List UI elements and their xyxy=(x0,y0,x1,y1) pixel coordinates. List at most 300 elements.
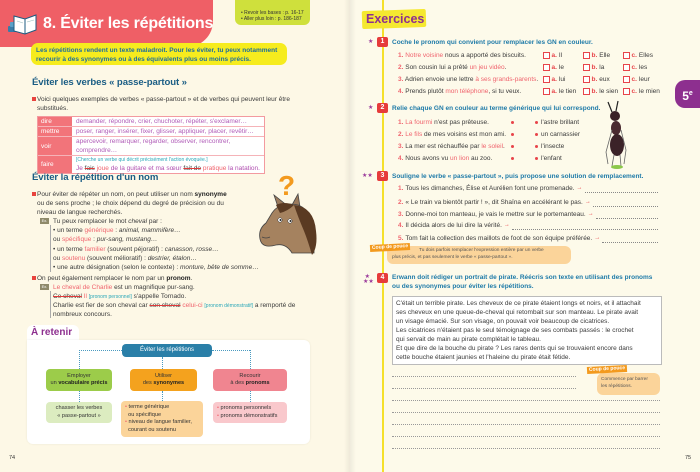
text-segment: destrier, étalon… xyxy=(147,255,197,262)
verb-cell: dire xyxy=(38,117,72,126)
margin-line xyxy=(382,0,384,472)
node-line xyxy=(239,373,260,381)
text-segment: Charlie est fier de son cheval car xyxy=(53,302,150,309)
text-segment: [pronom démonstratif] xyxy=(204,303,254,309)
text-segment: ou spécifique xyxy=(125,411,162,418)
text-segment: fais xyxy=(84,165,95,172)
option-letter: b. xyxy=(591,76,598,83)
tip-line: les répétitions. xyxy=(601,384,632,389)
node-line xyxy=(155,373,172,381)
option-letter: c. xyxy=(631,76,637,83)
item-text xyxy=(405,119,489,126)
connector xyxy=(79,391,80,402)
text-segment: • xyxy=(125,419,129,425)
text-segment: pur-sang, mustang… xyxy=(96,236,158,243)
option-value: la xyxy=(599,64,605,71)
arrow-icon: → xyxy=(584,199,591,205)
checkbox[interactable] xyxy=(623,64,630,71)
mindmap-root: Éviter les répétitions xyxy=(122,344,212,357)
checkbox[interactable] xyxy=(543,88,550,95)
option-letter: c. xyxy=(631,88,637,95)
mindmap-detail-vocabulaire xyxy=(46,402,112,423)
answer-option[interactable] xyxy=(623,75,650,84)
svg-text:?: ? xyxy=(278,170,296,201)
node-line xyxy=(230,380,269,388)
text-segment: On peut également remplacer le nom par un xyxy=(37,275,167,282)
item-text xyxy=(405,143,505,150)
text-segment: de mes voisins est mon ami. xyxy=(422,131,507,138)
intro-line: recourir à des synonymes ou à des équivalents plus ou moins précis. xyxy=(36,56,251,63)
generic-term: l'astre brillant xyxy=(541,119,580,126)
table-row xyxy=(38,127,264,137)
example-line xyxy=(53,245,219,254)
text-segment: vocabulaire précis xyxy=(58,380,108,386)
text-segment: un jeu vidéo xyxy=(469,64,505,71)
paragraph-line: substitués. xyxy=(37,105,69,112)
table-row xyxy=(38,137,264,156)
text-segment: n'est pas prêteuse. xyxy=(432,119,489,126)
cross-references xyxy=(235,0,310,25)
retenir-title: À retenir xyxy=(31,327,73,338)
text-segment: spécifique xyxy=(62,236,92,243)
answer-line[interactable] xyxy=(392,448,660,449)
option-letter: a. xyxy=(551,64,557,71)
connector xyxy=(250,391,251,402)
pirate-text-line: Et que dire de la bouche du pirate ? Les rares dents qui se trouvaient encore dans xyxy=(396,345,633,352)
arrow-icon: → xyxy=(594,235,601,241)
paragraph-line xyxy=(37,208,122,217)
text-segment: un lion xyxy=(450,155,470,162)
item-text: Tom fait la collection des maillots de foot de son équipe préférée. xyxy=(405,235,593,242)
exercise-item xyxy=(398,198,658,207)
node-line xyxy=(125,412,161,420)
exercise-item xyxy=(398,154,492,163)
text-segment: . xyxy=(536,76,539,83)
option-value: Il xyxy=(558,52,563,59)
link-dot-left[interactable] xyxy=(511,121,514,124)
text-segment: canasson, rosse… xyxy=(164,246,219,253)
text-segment: La mer est réchauffée par xyxy=(405,143,482,150)
text-segment: niveau de langue familier, xyxy=(128,419,192,425)
answer-option[interactable] xyxy=(583,63,604,72)
link-dot-left[interactable] xyxy=(511,157,514,160)
verb-cell: faire xyxy=(38,156,72,173)
item-number: 3. xyxy=(398,76,404,83)
connector xyxy=(162,391,163,401)
substitutes-cell: poser, ranger, insérer, fixer, glisser, appliquer, placer, revêtir… xyxy=(76,128,254,135)
arrow-icon: → xyxy=(576,185,583,191)
item-number: 4. xyxy=(398,155,404,162)
item-text: Il décida alors de lui dire la vérité. xyxy=(405,222,502,229)
answer-line[interactable] xyxy=(392,388,576,389)
text-segment: La fourmi xyxy=(405,119,433,126)
text-segment: cheval xyxy=(128,218,148,225)
text-segment: (souvent mélioratif) : xyxy=(85,255,148,262)
text-segment: • xyxy=(217,405,221,411)
chapter-header xyxy=(0,0,213,47)
answer-option[interactable] xyxy=(583,75,610,84)
option-letter: c. xyxy=(631,52,637,59)
pirate-text-line: qui servait de main au pirate complétait le tableau. xyxy=(396,336,541,343)
text-segment: Nous avons vu xyxy=(405,155,451,162)
answer-line[interactable] xyxy=(596,212,658,219)
text-segment: Je xyxy=(76,165,85,172)
verb-cell: mettre xyxy=(38,127,72,136)
exercise-item xyxy=(398,51,526,60)
text-segment: niveau de langue recherchés. xyxy=(37,209,123,216)
difficulty-star-icon: ★ ★★ xyxy=(363,274,374,285)
arrow-icon: → xyxy=(587,211,594,217)
text-segment: pronoms démonstratifs xyxy=(220,412,278,419)
text-segment: Le fils xyxy=(405,131,423,138)
exercise-instruction: ou des synonymes pour éviter les répétitions. xyxy=(392,283,534,290)
node-line xyxy=(67,373,91,381)
checkbox[interactable] xyxy=(583,88,590,95)
text-segment: Le cheval de Charlie xyxy=(53,284,113,291)
text-segment: Il xyxy=(83,293,87,300)
text-segment: pratique xyxy=(202,165,227,172)
checkbox[interactable] xyxy=(623,88,630,95)
item-number: 3. xyxy=(398,143,404,150)
connector xyxy=(212,350,250,351)
checkbox[interactable] xyxy=(543,52,550,59)
connector xyxy=(79,350,80,369)
node-line xyxy=(125,404,169,412)
option-letter: b. xyxy=(591,88,598,95)
answer-line[interactable] xyxy=(593,200,658,207)
item-text: Tous les dimanches, Élise et Aurélien font une promenade. xyxy=(405,185,575,192)
checkbox[interactable] xyxy=(543,76,550,83)
item-text xyxy=(405,88,521,95)
text-segment: des xyxy=(142,380,154,386)
exercise-number: 1 xyxy=(377,37,388,47)
substitutes-cell: demander, répondre, crier, chuchoter, répéter, s'exclamer… xyxy=(76,118,248,125)
answer-option[interactable] xyxy=(543,87,576,96)
text-segment: ou xyxy=(53,236,63,243)
text-segment: par : xyxy=(147,218,162,225)
node-line xyxy=(56,405,103,413)
exercise-number: 4 xyxy=(377,273,388,283)
text-segment: , si tu veux. xyxy=(488,88,522,95)
answer-line[interactable] xyxy=(392,436,660,437)
bullet-icon xyxy=(32,192,36,196)
option-letter: b. xyxy=(591,52,598,59)
option-letter: a. xyxy=(551,76,557,83)
text-segment: animal, mammifère… xyxy=(118,227,181,234)
tip-label: Coup de pouce xyxy=(370,243,410,252)
text-segment: un xyxy=(50,380,59,386)
exercise-instruction: Coche le pronom qui convient pour remplacer les GN en couleur. xyxy=(392,39,593,46)
exercise-item xyxy=(398,184,658,193)
item-number: 2. xyxy=(398,64,404,71)
text-segment: Ce cheval xyxy=(53,293,82,300)
answer-option[interactable] xyxy=(583,87,618,96)
paragraph-line xyxy=(37,190,227,199)
option-letter: c. xyxy=(631,64,637,71)
text-segment: au zoo. xyxy=(469,155,493,162)
text-segment: Son cousin lui a prêté xyxy=(405,64,470,71)
exercices-title: Exercices xyxy=(366,12,425,26)
item-number: 1. xyxy=(398,185,404,192)
mindmap-detail-pronoms xyxy=(213,402,287,423)
item-number: 4. xyxy=(398,222,404,229)
tip-box xyxy=(597,373,660,395)
text-segment: Recourir xyxy=(239,372,261,379)
node-line xyxy=(125,419,192,427)
option-value: le mien xyxy=(638,88,660,95)
tip-label: Coup de pouce xyxy=(587,365,627,374)
link-dot-left[interactable] xyxy=(511,145,514,148)
answer-line[interactable] xyxy=(392,424,660,425)
text-segment: ou xyxy=(53,255,63,262)
text-segment: nombreux concours. xyxy=(53,311,112,318)
node-line xyxy=(143,380,184,388)
text-segment: Prends plutôt xyxy=(405,88,446,95)
text-segment: pronoms personnels xyxy=(220,405,272,411)
answer-line[interactable] xyxy=(512,223,658,230)
pirate-text-line: ses cheveux en une queue-de-cheval qui retombait sur son manteau. Le pirate avait xyxy=(396,309,639,316)
table-row xyxy=(38,156,264,173)
option-value: Elle xyxy=(599,52,611,59)
exercise-number: 2 xyxy=(377,103,388,113)
exercise-item xyxy=(398,63,506,72)
exercise-instruction: Erwann doit rédiger un portrait de pirate. Réécris son texte en utilisant des pronoms xyxy=(392,274,653,281)
text-segment: terme générique xyxy=(128,404,170,410)
answer-option[interactable] xyxy=(543,75,565,84)
paragraph-line xyxy=(37,274,192,283)
option-value: le sien xyxy=(599,88,619,95)
link-dot-right[interactable] xyxy=(535,157,538,160)
mindmap-detail-synonymes xyxy=(121,401,203,437)
answer-line[interactable] xyxy=(392,412,660,413)
text-segment: joue xyxy=(96,165,109,172)
text-segment: • xyxy=(217,412,221,419)
ref-plus-loin[interactable]: • Aller plus loin : p. 186-187 xyxy=(241,16,302,22)
exercise-item xyxy=(398,75,538,84)
text-segment: la natation. xyxy=(226,165,260,172)
item-text xyxy=(405,52,526,59)
exercise-item xyxy=(398,234,658,243)
checkbox[interactable] xyxy=(583,76,590,83)
example-line xyxy=(53,263,259,272)
generic-term: l'insecte xyxy=(541,143,565,150)
answer-option[interactable] xyxy=(543,63,564,72)
answer-line[interactable] xyxy=(602,236,658,243)
checkbox[interactable] xyxy=(623,76,630,83)
arrow-icon: → xyxy=(503,222,510,228)
answer-line[interactable] xyxy=(392,376,576,377)
text-segment: à des xyxy=(230,380,246,386)
text-segment: • un terme xyxy=(53,246,85,253)
connector xyxy=(79,350,122,351)
tip-line: Commence par barrer xyxy=(601,377,648,382)
text-segment: générique xyxy=(84,227,114,234)
exercise-item xyxy=(398,221,658,230)
tip-box xyxy=(387,246,571,264)
link-dot-right[interactable] xyxy=(535,145,538,148)
answer-option[interactable] xyxy=(623,63,647,72)
hint-text: [Cherche un verbe qui décrit précisément l'action évoquée.] xyxy=(76,157,208,163)
item-number: 5. xyxy=(398,235,404,242)
text-segment: familier xyxy=(84,246,106,253)
example-line xyxy=(53,283,195,292)
section-heading-nom: Éviter la répétition d'un nom xyxy=(32,172,159,183)
item-number: 1. xyxy=(398,119,404,126)
item-text xyxy=(405,131,506,138)
paragraph-line: Voici quelques exemples de verbes « passe-partout » et de verbes qui peuvent leur être xyxy=(37,96,290,103)
node-line xyxy=(125,427,176,435)
chapter-title: 8. Éviter les répétitions xyxy=(43,15,214,32)
pirate-text-line: un visage émacié. Sur son visage, on pouvait voir beaucoup de cicatrices. xyxy=(396,318,610,325)
exercise-item xyxy=(398,118,489,127)
mindmap-branch-pronoms xyxy=(213,369,287,391)
exercise-item xyxy=(398,142,505,151)
text-segment: à ses grands-parents xyxy=(475,76,537,83)
connector xyxy=(162,357,163,369)
text-segment: Notre voisine xyxy=(405,52,444,59)
item-text xyxy=(405,155,492,162)
pirate-text-line: cette bouche étaient jaunies et l'haleine du pirate était fétide. xyxy=(396,354,571,361)
text-segment: synonyme xyxy=(194,191,227,198)
answer-line[interactable] xyxy=(585,186,658,193)
pirate-text-line: C'était un terrible pirate. Les cheveux de ce pirate étaient longs et noirs, et il attachait xyxy=(396,300,641,307)
book-spine xyxy=(344,0,356,472)
text-segment: fait de xyxy=(183,165,202,172)
text-segment: de la guitare et ma sœur xyxy=(108,165,184,172)
pirate-text-line: Les cicatrices n'étaient pas le seul témoignage de ses combats passés : le crochet xyxy=(396,327,634,334)
level-suffix: e xyxy=(688,90,693,97)
item-text xyxy=(405,64,506,71)
text-segment: « passe-partout » xyxy=(57,412,101,419)
item-text: Donne-moi ton manteau, je vais le mettre sur le portemanteau. xyxy=(405,211,586,218)
option-letter: b. xyxy=(591,64,598,71)
text-segment: Employer xyxy=(67,372,91,379)
example-line xyxy=(53,235,157,244)
text-segment: soutenu xyxy=(62,255,86,262)
tip-line: Tu dois parfois remplacer l'expression entière par un verbe xyxy=(419,248,544,253)
text-segment: a remporté de xyxy=(253,302,296,309)
text-segment: celui-ci xyxy=(182,302,203,309)
node-line xyxy=(57,413,101,421)
item-number: 4. xyxy=(398,88,404,95)
link-dot-right[interactable] xyxy=(535,121,538,124)
text-segment: nous a apporté des biscuits. xyxy=(443,52,526,59)
node-line xyxy=(217,413,277,421)
exercise-number: 3 xyxy=(377,171,388,181)
link-dot-right[interactable] xyxy=(535,133,538,136)
ant-illustration xyxy=(602,100,632,170)
text-segment: Adrien envoie une lettre xyxy=(404,76,476,83)
text-segment: mon téléphone xyxy=(445,88,489,95)
option-value: leur xyxy=(638,76,650,83)
option-letter: a. xyxy=(551,52,557,59)
text-segment: . xyxy=(190,275,193,282)
item-text xyxy=(405,76,538,83)
text-segment: est un magnifique pur-sang. xyxy=(112,284,195,291)
verbs-table xyxy=(37,116,265,174)
difficulty-star-icon: ★★ xyxy=(362,173,373,179)
text-segment: : xyxy=(113,227,119,234)
difficulty-star-icon: ★ xyxy=(368,105,374,111)
option-value: le xyxy=(558,64,564,71)
text-segment: • xyxy=(125,404,129,410)
level-number: 5 xyxy=(682,89,689,103)
book-icon xyxy=(6,12,40,36)
item-number: 2. xyxy=(398,199,404,206)
checkbox[interactable] xyxy=(543,64,550,71)
text-segment: le soleil xyxy=(481,143,504,150)
answer-option[interactable] xyxy=(583,51,610,60)
item-number: 2. xyxy=(398,131,404,138)
exercise-item xyxy=(398,130,506,139)
exercise-item xyxy=(398,87,521,96)
checkbox[interactable] xyxy=(623,52,630,59)
bullet-icon xyxy=(32,276,36,280)
intro-line: Les répétitions rendent un texte maladroit. Pour les éviter, tu peux notamment xyxy=(36,47,278,54)
text-segment: chasser les verbes xyxy=(55,405,103,411)
item-number: 1. xyxy=(398,52,404,59)
answer-option[interactable] xyxy=(623,51,653,60)
option-value: Elles xyxy=(638,52,654,59)
table-row xyxy=(38,117,264,127)
text-segment: courant ou soutenu xyxy=(125,426,177,433)
example-tag: Ex. xyxy=(41,284,48,289)
text-segment: [pronom personnel] xyxy=(88,294,132,300)
example-line xyxy=(53,226,181,235)
exercise-item xyxy=(398,210,658,219)
example-line xyxy=(53,217,162,226)
page-number-left: 74 xyxy=(9,455,16,461)
answer-option[interactable] xyxy=(623,87,660,96)
tip-line: plus précis, et pas seulement le verbe « passe-partout ». xyxy=(392,255,513,260)
text-segment: pronom xyxy=(166,275,191,282)
option-letter: a. xyxy=(551,88,557,95)
substitutes-cell xyxy=(72,156,264,173)
text-segment: : xyxy=(91,236,97,243)
level-tab xyxy=(675,80,700,108)
answer-option[interactable] xyxy=(543,51,562,60)
bullet-icon xyxy=(32,97,36,101)
checkbox[interactable] xyxy=(583,52,590,59)
intro-box xyxy=(31,43,287,65)
text-segment: (souvent péjoratif) : xyxy=(105,246,165,253)
exercise-instruction: Relie chaque GN en couleur au terme générique qui lui correspond. xyxy=(392,105,601,112)
example-line xyxy=(53,254,197,263)
text-segment: • un terme xyxy=(53,227,85,234)
checkbox[interactable] xyxy=(583,64,590,71)
example-bar xyxy=(50,291,51,318)
mindmap-branch-vocabulaire xyxy=(46,369,112,391)
option-value: les xyxy=(638,64,648,71)
text-segment: Tu peux remplacer le mot xyxy=(53,218,129,225)
exercise-instruction: Souligne le verbe « passe-partout », puis propose une solution de remplacement. xyxy=(392,173,644,180)
text-segment: . xyxy=(504,64,507,71)
text-segment: s'appelle Tornado. xyxy=(131,293,187,300)
answer-line[interactable] xyxy=(392,400,660,401)
verb-cell: voir xyxy=(38,137,72,155)
link-dot-left[interactable] xyxy=(511,133,514,136)
text-segment: pronoms xyxy=(245,380,270,386)
substitutes-cell: apercevoir, remarquer, regarder, observer, rencontrer, comprendre… xyxy=(76,138,231,154)
confused-horse-illustration xyxy=(258,165,320,257)
connector xyxy=(250,350,251,369)
item-number: 3. xyxy=(398,211,404,218)
mindmap-branch-synonymes xyxy=(130,369,197,391)
difficulty-star-icon: ★ xyxy=(368,39,374,45)
text-segment: ou de sens proche ; le choix dépend du degré de précision ou du xyxy=(37,200,224,207)
text-segment: • une autre désignation (selon le contexte) : xyxy=(53,264,180,271)
ref-bases[interactable]: • Revoir les bases : p. 16-17 xyxy=(241,10,304,16)
